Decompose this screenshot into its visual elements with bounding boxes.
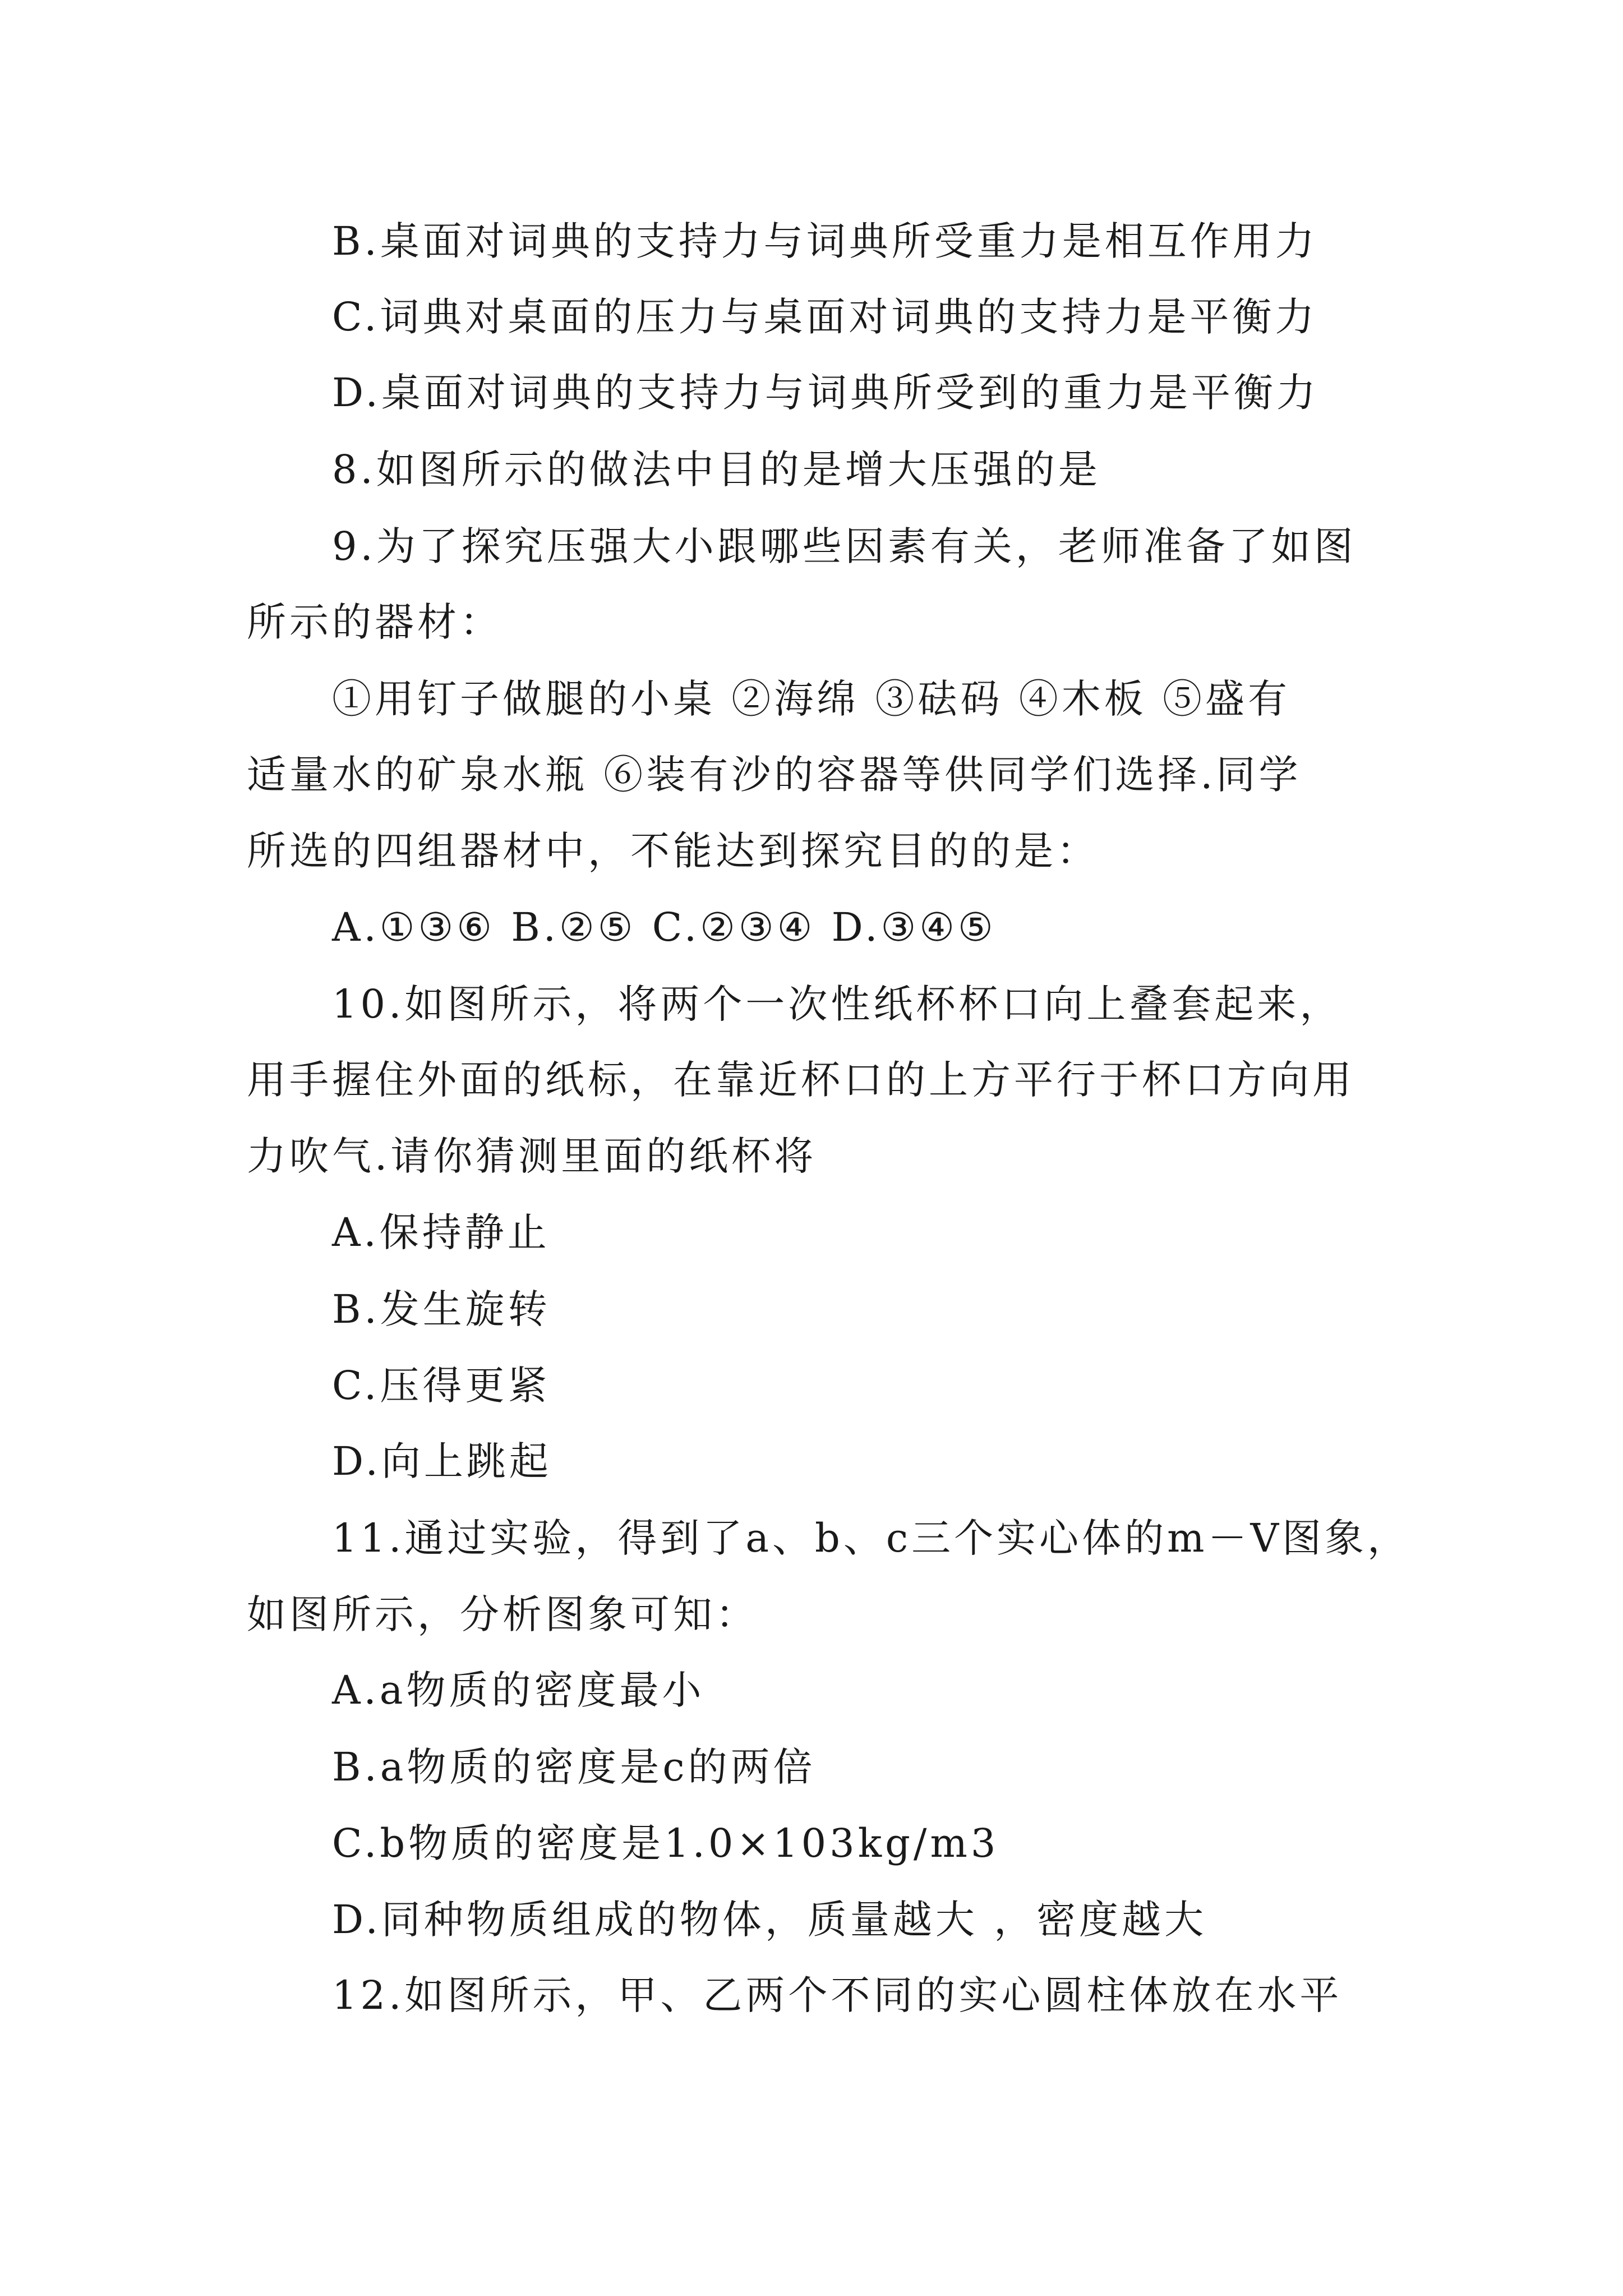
option-10a: A.保持静止 <box>332 1209 550 1255</box>
question-10-line-2: 用手握住外面的纸标，在靠近杯口的上方平行于杯口方向用 <box>247 1057 1355 1103</box>
question-11-line-2: 如图所示，分析图象可知： <box>247 1591 758 1637</box>
option-7b: B.桌面对词典的支持力与词典所受重力是相互作用力 <box>332 218 1318 264</box>
option-7d: D.桌面对词典的支持力与词典所受到的重力是平衡力 <box>332 370 1319 416</box>
question-9-line-4: 适量水的矿泉水瓶 ⑥装有沙的容器等供同学们选择.同学 <box>247 752 1302 798</box>
question-8: 8.如图所示的做法中目的是增大压强的是 <box>332 447 1101 493</box>
question-12-line-1: 12.如图所示，甲、乙两个不同的实心圆柱体放在水平 <box>332 1972 1343 2018</box>
question-10-line-1: 10.如图所示，将两个一次性纸杯杯口向上叠套起来， <box>332 981 1343 1027</box>
option-10b: B.发生旋转 <box>332 1286 551 1332</box>
question-11-line-1: 11.通过实验，得到了a、b、c三个实心体的m－V图象， <box>332 1515 1410 1561</box>
option-11a: A.a物质的密度最小 <box>332 1667 705 1713</box>
question-9-line-1: 9.为了探究压强大小跟哪些因素有关，老师准备了如图 <box>332 523 1357 569</box>
option-7c: C.词典对桌面的压力与桌面对词典的支持力是平衡力 <box>332 294 1318 340</box>
question-9-options: A.①③⑥ B.②⑤ C.②③④ D.③④⑤ <box>332 904 997 950</box>
question-9-line-5: 所选的四组器材中，不能达到探究目的的是： <box>247 828 1099 874</box>
option-10c: C.压得更紧 <box>332 1363 551 1409</box>
option-10d: D.向上跳起 <box>332 1438 552 1484</box>
option-11b: B.a物质的密度是c的两倍 <box>332 1744 816 1790</box>
question-10-line-3: 力吹气.请你猜测里面的纸杯将 <box>247 1133 817 1179</box>
question-9-line-3: ①用钉子做腿的小桌 ②海绵 ③砝码 ④木板 ⑤盛有 <box>332 676 1291 722</box>
option-11d: D.同种物质组成的物体，质量越大 ，密度越大 <box>332 1897 1207 1943</box>
option-11c: C.b物质的密度是1.0×103kg/m3 <box>332 1820 999 1866</box>
question-9-line-2: 所示的器材： <box>247 599 502 645</box>
